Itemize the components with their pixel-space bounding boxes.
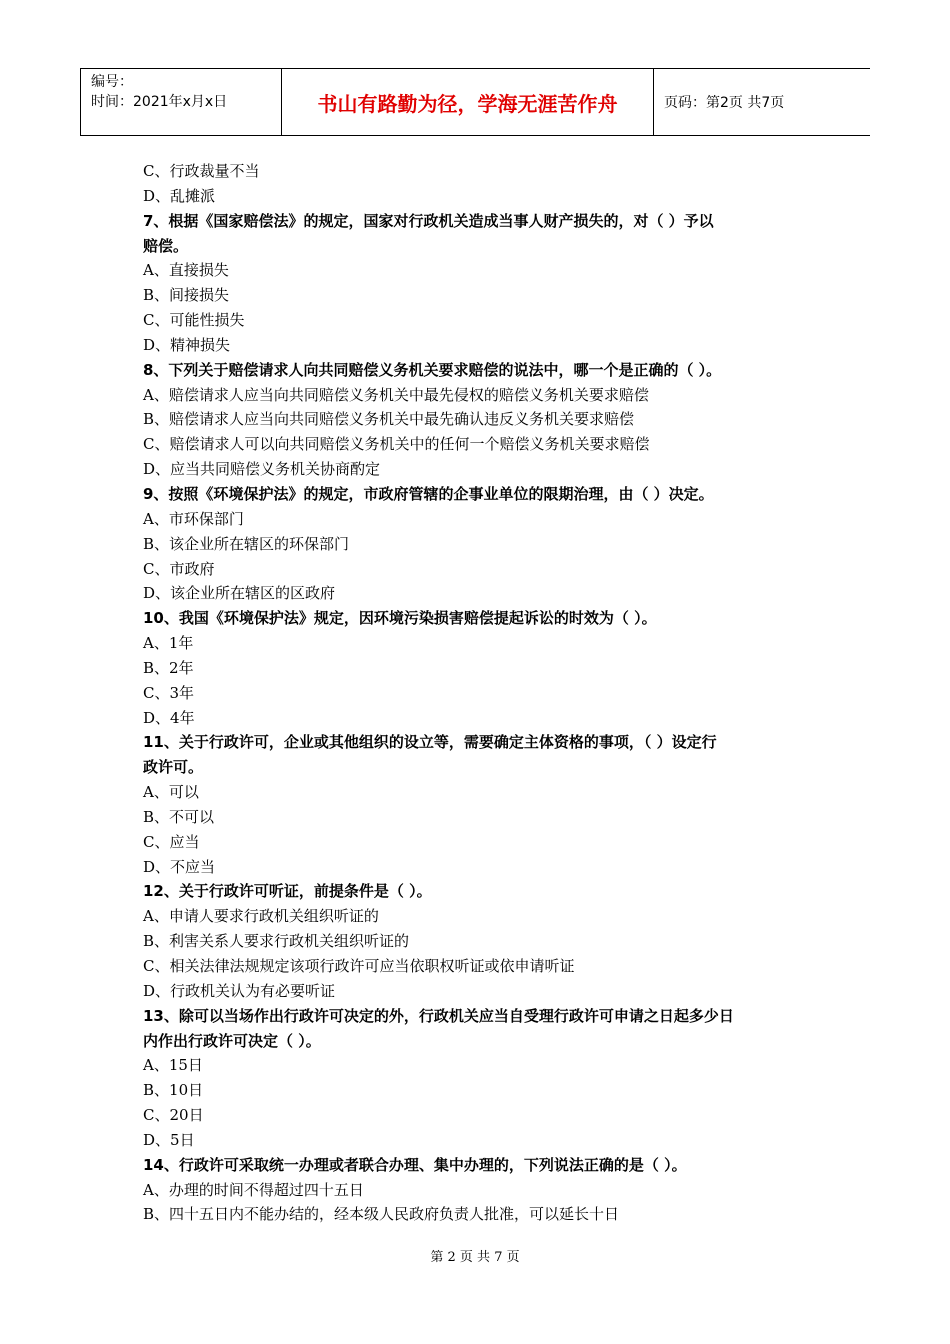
option-line: B、2年 <box>143 658 194 677</box>
question-line: 赔偿。 <box>143 236 189 255</box>
option-line: B、不可以 <box>143 807 215 826</box>
question-line: 13、除可以当场作出行政许可决定的外，行政机关应当自受理行政许可申请之日起多少日 <box>143 1006 734 1025</box>
option-line: D、应当共同赔偿义务机关协商酌定 <box>143 460 381 479</box>
option-line: B、利害关系人要求行政机关组织听证的 <box>143 932 410 951</box>
option-line: C、相关法律法规规定该项行政许可应当依职权听证或依申请听证 <box>143 957 575 975</box>
option-line: A、直接损失 <box>143 261 229 280</box>
option-line: B、该企业所在辖区的环保部门 <box>143 534 350 553</box>
option-line: D、4年 <box>143 708 195 727</box>
option-line: A、赔偿请求人应当向共同赔偿义务机关中最先侵权的赔偿义务机关要求赔偿 <box>143 385 649 404</box>
question-line: 11、关于行政许可，企业或其他组织的设立等，需要确定主体资格的事项，（ ）设定行 <box>143 733 717 752</box>
option-line: A、可以 <box>143 783 199 802</box>
option-line: B、赔偿请求人应当向共同赔偿义务机关中最先确认违反义务机关要求赔偿 <box>143 410 635 429</box>
question-line: 12、关于行政许可听证，前提条件是（ ）。 <box>143 882 432 901</box>
option-line: D、精神损失 <box>143 335 231 354</box>
option-line: A、1年 <box>143 634 194 653</box>
option-line: C、应当 <box>143 832 200 851</box>
header-motto: 书山有路勤为径，学海无涯苦作舟 <box>282 69 654 135</box>
question-line: 7、根据《国家赔偿法》的规定，国家对行政机关造成当事人财产损失的，对（ ）予以 <box>143 211 714 230</box>
question-line: 政许可。 <box>143 758 204 777</box>
header-meta <box>80 69 282 135</box>
question-content <box>143 159 815 1227</box>
option-line: C、行政裁量不当 <box>143 162 260 180</box>
option-line: A、市环保部门 <box>143 509 244 528</box>
question-line: 9、按照《环境保护法》的规定，市政府管辖的企事业单位的限期治理，由（ ）决定。 <box>143 484 714 503</box>
option-line: D、乱摊派 <box>143 186 216 205</box>
option-line: C、3年 <box>143 683 195 702</box>
question-line: 内作出行政许可决定（ ）。 <box>143 1031 321 1050</box>
option-line: D、5日 <box>143 1130 195 1149</box>
option-line: A、办理的时间不得超过四十五日 <box>143 1180 364 1199</box>
header-page-label: 页码：第2页 共7页 <box>664 95 785 111</box>
option-line: C、20日 <box>143 1106 204 1125</box>
option-line: C、市政府 <box>143 559 215 578</box>
document-date-label: 时间：2021年x月x日 <box>91 94 228 110</box>
question-line: 14、行政许可采取统一办理或者联合办理、集中办理的，下列说法正确的是（ ）。 <box>143 1155 687 1174</box>
option-line: B、10日 <box>143 1081 204 1100</box>
option-line: B、间接损失 <box>143 286 230 305</box>
option-line: C、可能性损失 <box>143 311 245 330</box>
question-line: 8、下列关于赔偿请求人向共同赔偿义务机关要求赔偿的说法中，哪一个是正确的（ ）。 <box>143 360 722 379</box>
document-number-label: 编号： <box>91 74 133 90</box>
option-line: A、15日 <box>143 1056 203 1075</box>
option-line: D、该企业所在辖区的区政府 <box>143 584 336 603</box>
option-line: D、不应当 <box>143 857 216 876</box>
question-line: 10、我国《环境保护法》规定，因环境污染损害赔偿提起诉讼的时效为（ ）。 <box>143 609 657 628</box>
page-footer: 第 2 页 共 7 页 <box>430 1250 520 1265</box>
option-line: C、赔偿请求人可以向共同赔偿义务机关中的任何一个赔偿义务机关要求赔偿 <box>143 435 650 454</box>
option-line: A、申请人要求行政机关组织听证的 <box>143 907 379 926</box>
option-line: B、四十五日内不能办结的，经本级人民政府负责人批准，可以延长十日 <box>143 1205 620 1224</box>
option-line: D、行政机关认为有必要听证 <box>143 981 336 1000</box>
page-header <box>80 68 870 136</box>
